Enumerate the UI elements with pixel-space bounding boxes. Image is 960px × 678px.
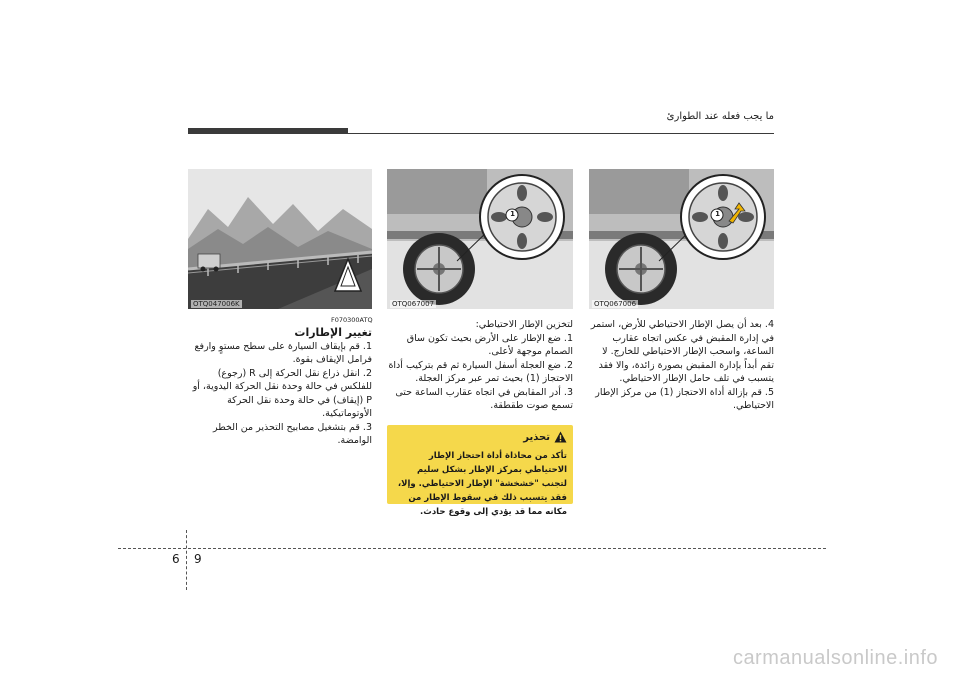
storage-step-1: 1. ضع الإطار على الأرض بحيث تكون ساق الصمام موجهة لأعلى. [406, 332, 573, 357]
chapter-title: ما يجب فعله عند الطوارئ [666, 111, 774, 122]
callout-number: 1 [510, 210, 515, 218]
road-scene-illustration [188, 169, 372, 309]
step-3: 3. قم بتشغيل مصابيح التحذير من الخطر الوامضة. [213, 421, 372, 446]
spare-tire-removal-illustration [589, 169, 774, 309]
header-rule [188, 133, 774, 134]
storage-step-2: 2. ضع العجلة أسفل السيارة ثم قم بتركيب أداة الاحتجاز (1) بحيث تمر عبر مركز العجلة. [388, 359, 573, 384]
section-title: تغيير الإطارات [294, 326, 372, 339]
figure-road-scene [188, 169, 372, 309]
warning-title: تحذير [523, 431, 550, 443]
section-code: F070300ATQ [331, 316, 373, 324]
storage-intro: لتخزين الإطار الاحتياطي: [475, 319, 573, 330]
footer-rule [118, 548, 826, 549]
figure-caption: OTQ067006 [594, 300, 637, 308]
figure-caption: OTQ047006K [193, 300, 240, 308]
step-2: 2. انقل ذراع نقل الحركة إلى R (رجوع) للفلكس في حالة وحدة نقل الحركة اليدوية، أو P (إيقاف) في حالة وحدة نقل الحركة الأوتوماتيكية. [192, 367, 372, 419]
removal-step-4: 4. بعد أن يصل الإطار الاحتياطي للأرض، استمر في إدارة المقبض في عكس اتجاه عقارب الساعة، واسحب الإطار الاحتياطي للخارج. لا تقم أبداً بإدارة المقبض بصورة زائدة، والا فقد يتسبب في تلف حامل الإطار الاحتياطي. [590, 319, 774, 384]
page-number: 9 [194, 552, 202, 566]
page-header [188, 111, 774, 135]
chapter-number: 6 [172, 552, 180, 566]
callout-number: 1 [715, 210, 720, 218]
warning-text: تأكد من محاذاة أداة احتجاز الإطار الاحتياطي بمركز الإطار بشكل سليم لتجنب "خشخشة" الإطار الاحتياطي. وإلا، فقد يتسبب ذلك في سقوط الإطار من مكانه مما قد يؤدي إلى وقوع حادث. [397, 451, 567, 517]
figure-caption: OTQ067007 [392, 300, 435, 308]
watermark: carmanualsonline.info [732, 647, 938, 669]
removal-step-5: 5. قم بإزالة أداة الاحتجاز (1) من مركز الإطار الاحتياطي. [595, 386, 774, 411]
figure-spare-tire-removal [589, 169, 774, 309]
step-1: 1. قم بإيقاف السيارة على سطح مستوٍ وارفع فرامل الإيقاف بقوة. [194, 340, 372, 365]
warning-triangle-icon [554, 431, 567, 443]
left-column [188, 326, 372, 448]
middle-column [387, 318, 573, 413]
warning-box [387, 425, 573, 517]
warning-header [523, 431, 567, 443]
figure-spare-tire-storage [387, 169, 573, 309]
spare-tire-illustration [387, 169, 573, 309]
storage-step-3: 3. أدر المقابض في اتجاه عقارب الساعة حتى تسمع صوت طقطقة. [395, 386, 573, 411]
right-column [589, 318, 774, 413]
footer-divider [186, 530, 187, 590]
